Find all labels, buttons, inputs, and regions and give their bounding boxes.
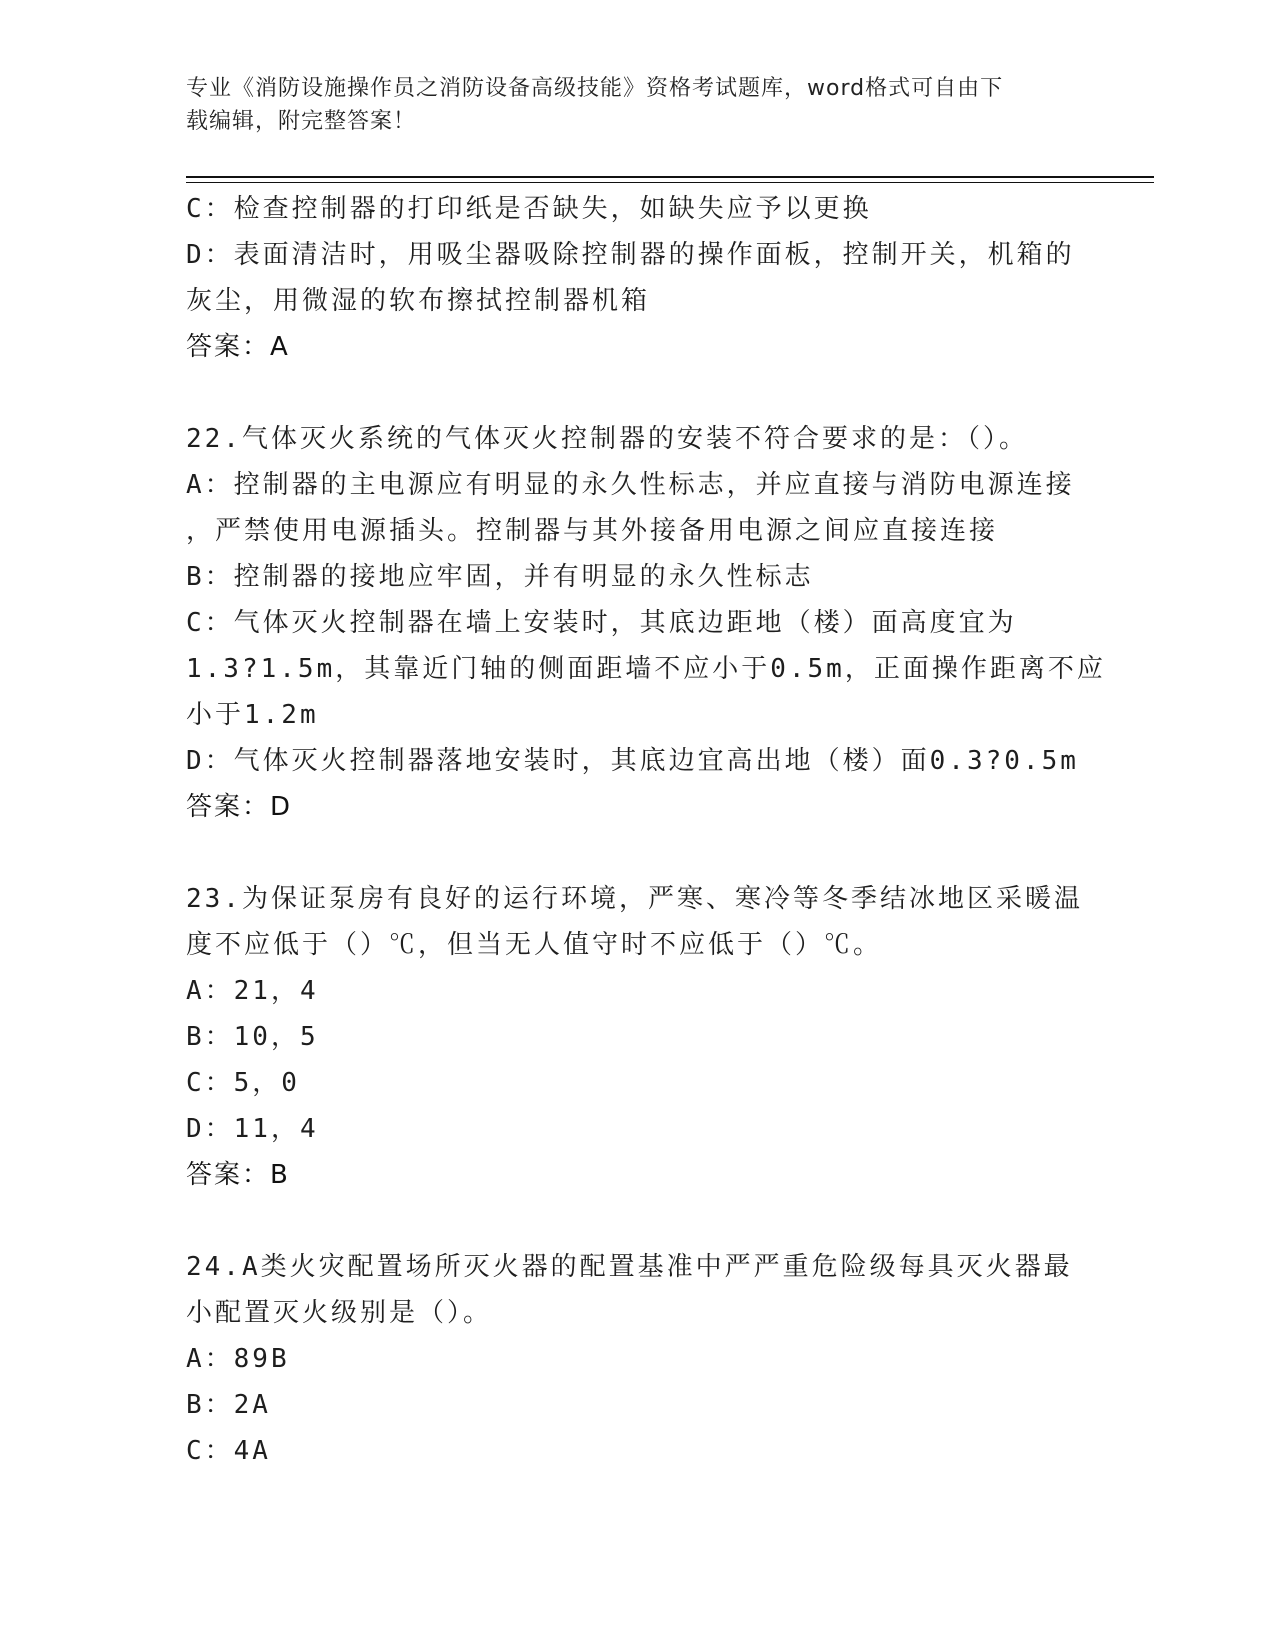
q22-option-d: D：气体灭火控制器落地安装时，其底边宜高出地（楼）面0.3?0.5m [186,746,1079,776]
q22-option-a-line-1: A：控制器的主电源应有明显的永久性标志，并应直接与消防电源连接 [186,470,1075,500]
q23-answer: 答案：B [186,1160,290,1190]
q23-option-b: B：10，5 [186,1022,319,1052]
q24-option-b: B：2A [186,1390,271,1420]
q24-stem-line-2: 小配置灭火级别是（）。 [186,1298,493,1328]
document-header [186,72,1066,138]
q23-option-c: C：5，0 [186,1068,300,1098]
prev-answer: 答案：A [186,332,290,362]
prev-option-d-line-1: D：表面清洁时，用吸尘器吸除控制器的操作面板，控制开关，机箱的 [186,240,1075,270]
question-content [186,186,1106,1474]
q23-stem-line-2: 度不应低于（）℃，但当无人值守时不应低于（）℃。 [186,930,883,960]
q22-option-b: B：控制器的接地应牢固，并有明显的永久性标志 [186,562,814,592]
q22-stem: 22.气体灭火系统的气体灭火控制器的安装不符合要求的是：（）。 [186,424,1028,454]
q24-option-a: A：89B [186,1344,290,1374]
q24-option-c: C：4A [186,1436,271,1466]
q24-stem-line-1: 24.A类火灾配置场所灭火器的配置基准中严严重危险级每具灭火器最 [186,1252,1073,1282]
q22-option-c-line-1: C：气体灭火控制器在墙上安装时，其底边距地（楼）面高度宜为 [186,608,1017,638]
q23-option-d: D：11，4 [186,1114,319,1144]
q22-option-a-line-2: ，严禁使用电源插头。控制器与其外接备用电源之间应直接连接 [186,516,999,546]
spacer [186,1198,1086,1244]
spacer [186,830,1086,876]
header-rule-thin [186,182,1154,183]
header-line-1: 专业《消防设施操作员之消防设备高级技能》资格考试题库，word格式可自由下 [186,76,1004,101]
spacer [186,370,1086,416]
q22-option-c-line-3: 小于1.2m [186,700,319,730]
q23-option-a: A：21，4 [186,976,319,1006]
q22-option-c-line-2: 1.3?1.5m，其靠近门轴的侧面距墙不应小于0.5m，正面操作距离不应 [186,654,1106,684]
header-line-2: 载编辑，附完整答案！ [186,109,417,134]
prev-option-d-line-2: 灰尘，用微湿的软布擦拭控制器机箱 [186,286,651,316]
q22-answer: 答案：D [186,792,293,822]
q23-stem-line-1: 23.为保证泵房有良好的运行环境，严寒、寒冷等冬季结冰地区采暖温 [186,884,1083,914]
prev-option-c: C：检查控制器的打印纸是否缺失，如缺失应予以更换 [186,194,872,224]
header-rule-thick [186,176,1154,178]
